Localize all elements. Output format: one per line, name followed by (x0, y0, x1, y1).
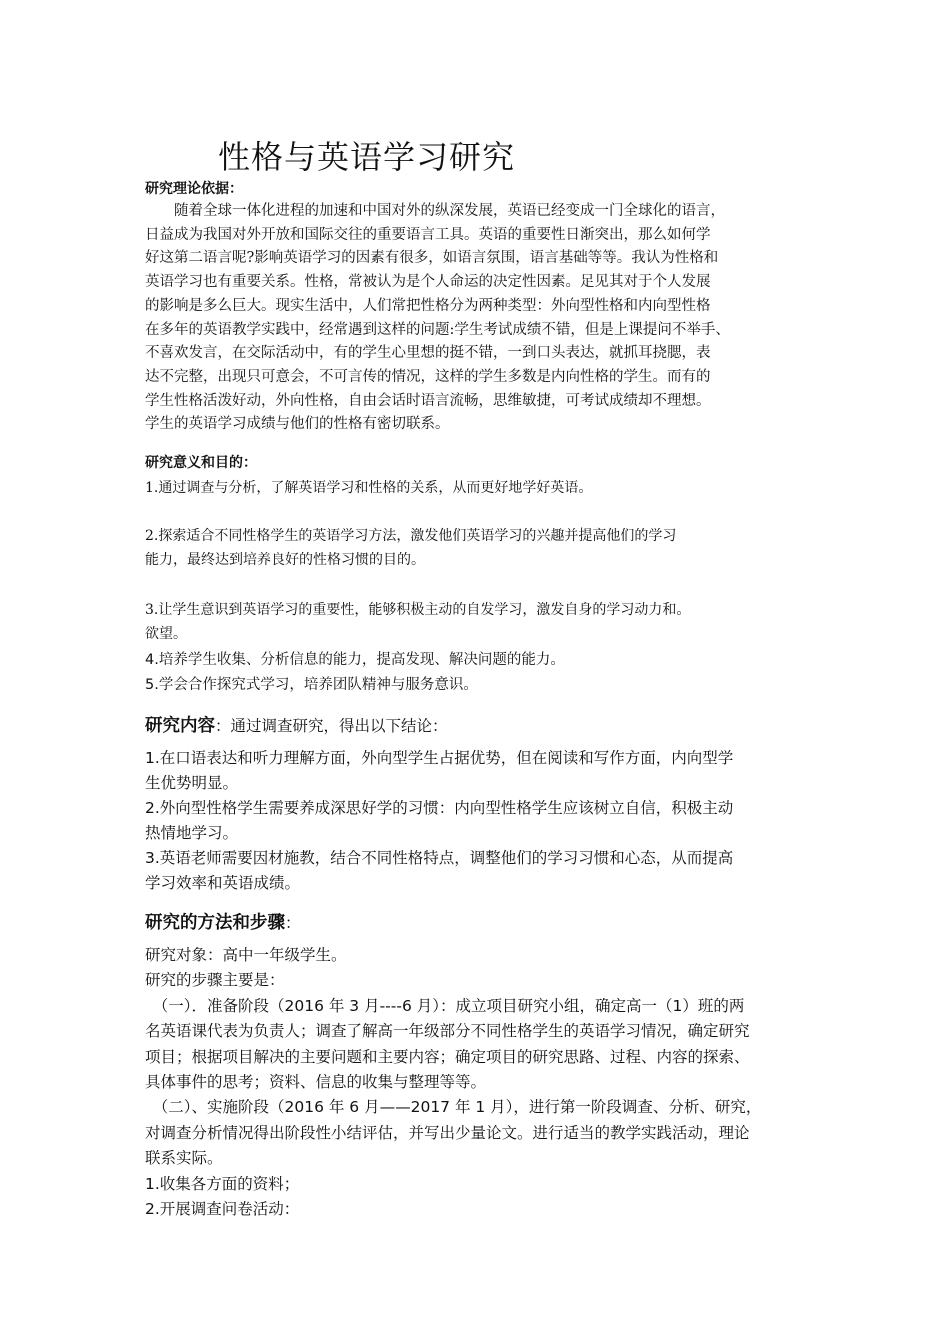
list-item-continuation: 能力，最终达到培养良好的性格习惯的目的。 (145, 552, 425, 568)
purpose-label: 研究意义和目的： (145, 455, 257, 471)
paragraph-line: 不喜欢发言，在交际活动中，有的学生心里想的挺不错，一到口头表达，就抓耳挠腮，表 (145, 345, 711, 362)
paragraph-line: （二）、实施阶段（2016 年 6 月——2017 年 1 月），进行第一阶段调查、分析、研究， (145, 1098, 762, 1117)
paragraph-line: （一）．准备阶段（2016 年 3 月----6 月）：成立项目研究小组，确定高一（1）班的两 (145, 996, 745, 1015)
paragraph-line: 联系实际。 (145, 1149, 223, 1168)
purpose-section (145, 452, 825, 474)
paragraph-line: 的影响是多么巨大。现实生活中，人们常把性格分为两种类型：外向型性格和内向型性格 (145, 297, 711, 314)
purpose-items-4-5 (145, 648, 825, 698)
list-item-continuation: 学习效率和英语成绩。 (145, 874, 301, 892)
list-item: 3.让学生意识到英语学习的重要性，能够积极主动的自发学习，激发自身的学习动力和。 (145, 602, 691, 618)
content-heading-rest: ：通过调查研究，得出以下结论： (215, 717, 448, 735)
paragraph-line: 对调查分析情况得出阶段性小结评估，并写出少量论文。进行适当的教学实践活动，理论 (145, 1123, 750, 1142)
paragraph-line: 研究的步骤主要是： (145, 971, 285, 990)
basis-paragraph (145, 200, 825, 437)
list-item: 5.学会合作探究式学习，培养团队精神与服务意识。 (145, 677, 478, 693)
basis-section (145, 178, 825, 437)
method-body (145, 943, 825, 1222)
method-heading-rest: ： (285, 914, 301, 932)
document-title: 性格与英语学习研究 (218, 138, 516, 176)
paragraph-line: 在多年的英语教学实践中，经常遇到这样的问题:学生考试成绩不错，但是上课提问不举手、 (145, 321, 730, 338)
purpose-item-2 (145, 524, 825, 572)
list-item-continuation: 生优势明显。 (145, 774, 239, 792)
paragraph-line: 英语学习也有重要关系。性格，常被认为是个人命运的决定性因素。足见其对于个人发展 (145, 274, 711, 291)
list-item: 2.外向型性格学生需要养成深思好学的习惯：内向型性格学生应该树立自信，积极主动 (145, 799, 734, 817)
paragraph-line: 学生性格活泼好动，外向性格，自由会话时语言流畅，思维敏捷，可考试成绩却不理想。 (145, 392, 711, 409)
list-item-continuation: 欲望。 (145, 626, 187, 642)
method-section (145, 909, 825, 934)
content-section (145, 712, 825, 737)
paragraph-line: 研究对象：高中一年级学生。 (145, 946, 347, 964)
purpose-item-1 (145, 476, 825, 500)
method-heading-label: 研究的方法和步骤 (145, 913, 285, 933)
list-item: 3.英语老师需要因材施教，结合不同性格特点，调整他们的学习习惯和心态，从而提高 (145, 849, 734, 867)
paragraph-line: 好这第二语言呢?影响英语学习的因素有很多，如语言氛围，语言基础等等。我认为性格和 (145, 250, 719, 267)
list-item: 2.开展调查问卷活动： (145, 1200, 300, 1219)
purpose-item-3 (145, 598, 825, 646)
paragraph-line: 日益成为我国对外开放和国际交往的重要语言工具。英语的重要性日渐突出，那么如何学 (145, 226, 711, 243)
list-item: 2.探索适合不同性格学生的英语学习方法，激发他们英语学习的兴趣并提高他们的学习 (145, 528, 677, 544)
paragraph-line: 随着全球一体化进程的加速和中国对外的纵深发展，英语已经变成一门全球化的语言， (145, 203, 725, 219)
content-heading (145, 712, 825, 737)
content-list (145, 746, 825, 896)
paragraph-line: 达不完整，出现只可意会，不可言传的情况，这样的学生多数是内向性格的学生。而有的 (145, 368, 711, 385)
list-item: 1.收集各方面的资料； (145, 1174, 300, 1193)
paragraph-line: 项目；根据项目解决的主要问题和主要内容；确定项目的研究思路、过程、内容的探索、 (145, 1047, 750, 1066)
basis-label: 研究理论依据： (145, 181, 243, 197)
paragraph-line: 名英语课代表为负责人；调查了解高一年级部分不同性格学生的英语学习情况，确定研究 (145, 1022, 750, 1041)
paragraph-line: 学生的英语学习成绩与他们的性格有密切联系。 (145, 416, 450, 433)
list-item: 4.培养学生收集、分析信息的能力，提高发现、解决问题的能力。 (145, 652, 565, 668)
method-heading (145, 909, 825, 934)
content-heading-label: 研究内容 (145, 716, 215, 736)
list-item-continuation: 热情地学习。 (145, 824, 239, 842)
paragraph-line: 具体事件的思考；资料、信息的收集与整理等等。 (145, 1073, 487, 1092)
list-item: 1.通过调查与分析，了解英语学习和性格的关系，从而更好地学好英语。 (145, 480, 593, 496)
list-item: 1.在口语表达和听力理解方面，外向型学生占据优势，但在阅读和写作方面，内向型学 (145, 749, 734, 767)
